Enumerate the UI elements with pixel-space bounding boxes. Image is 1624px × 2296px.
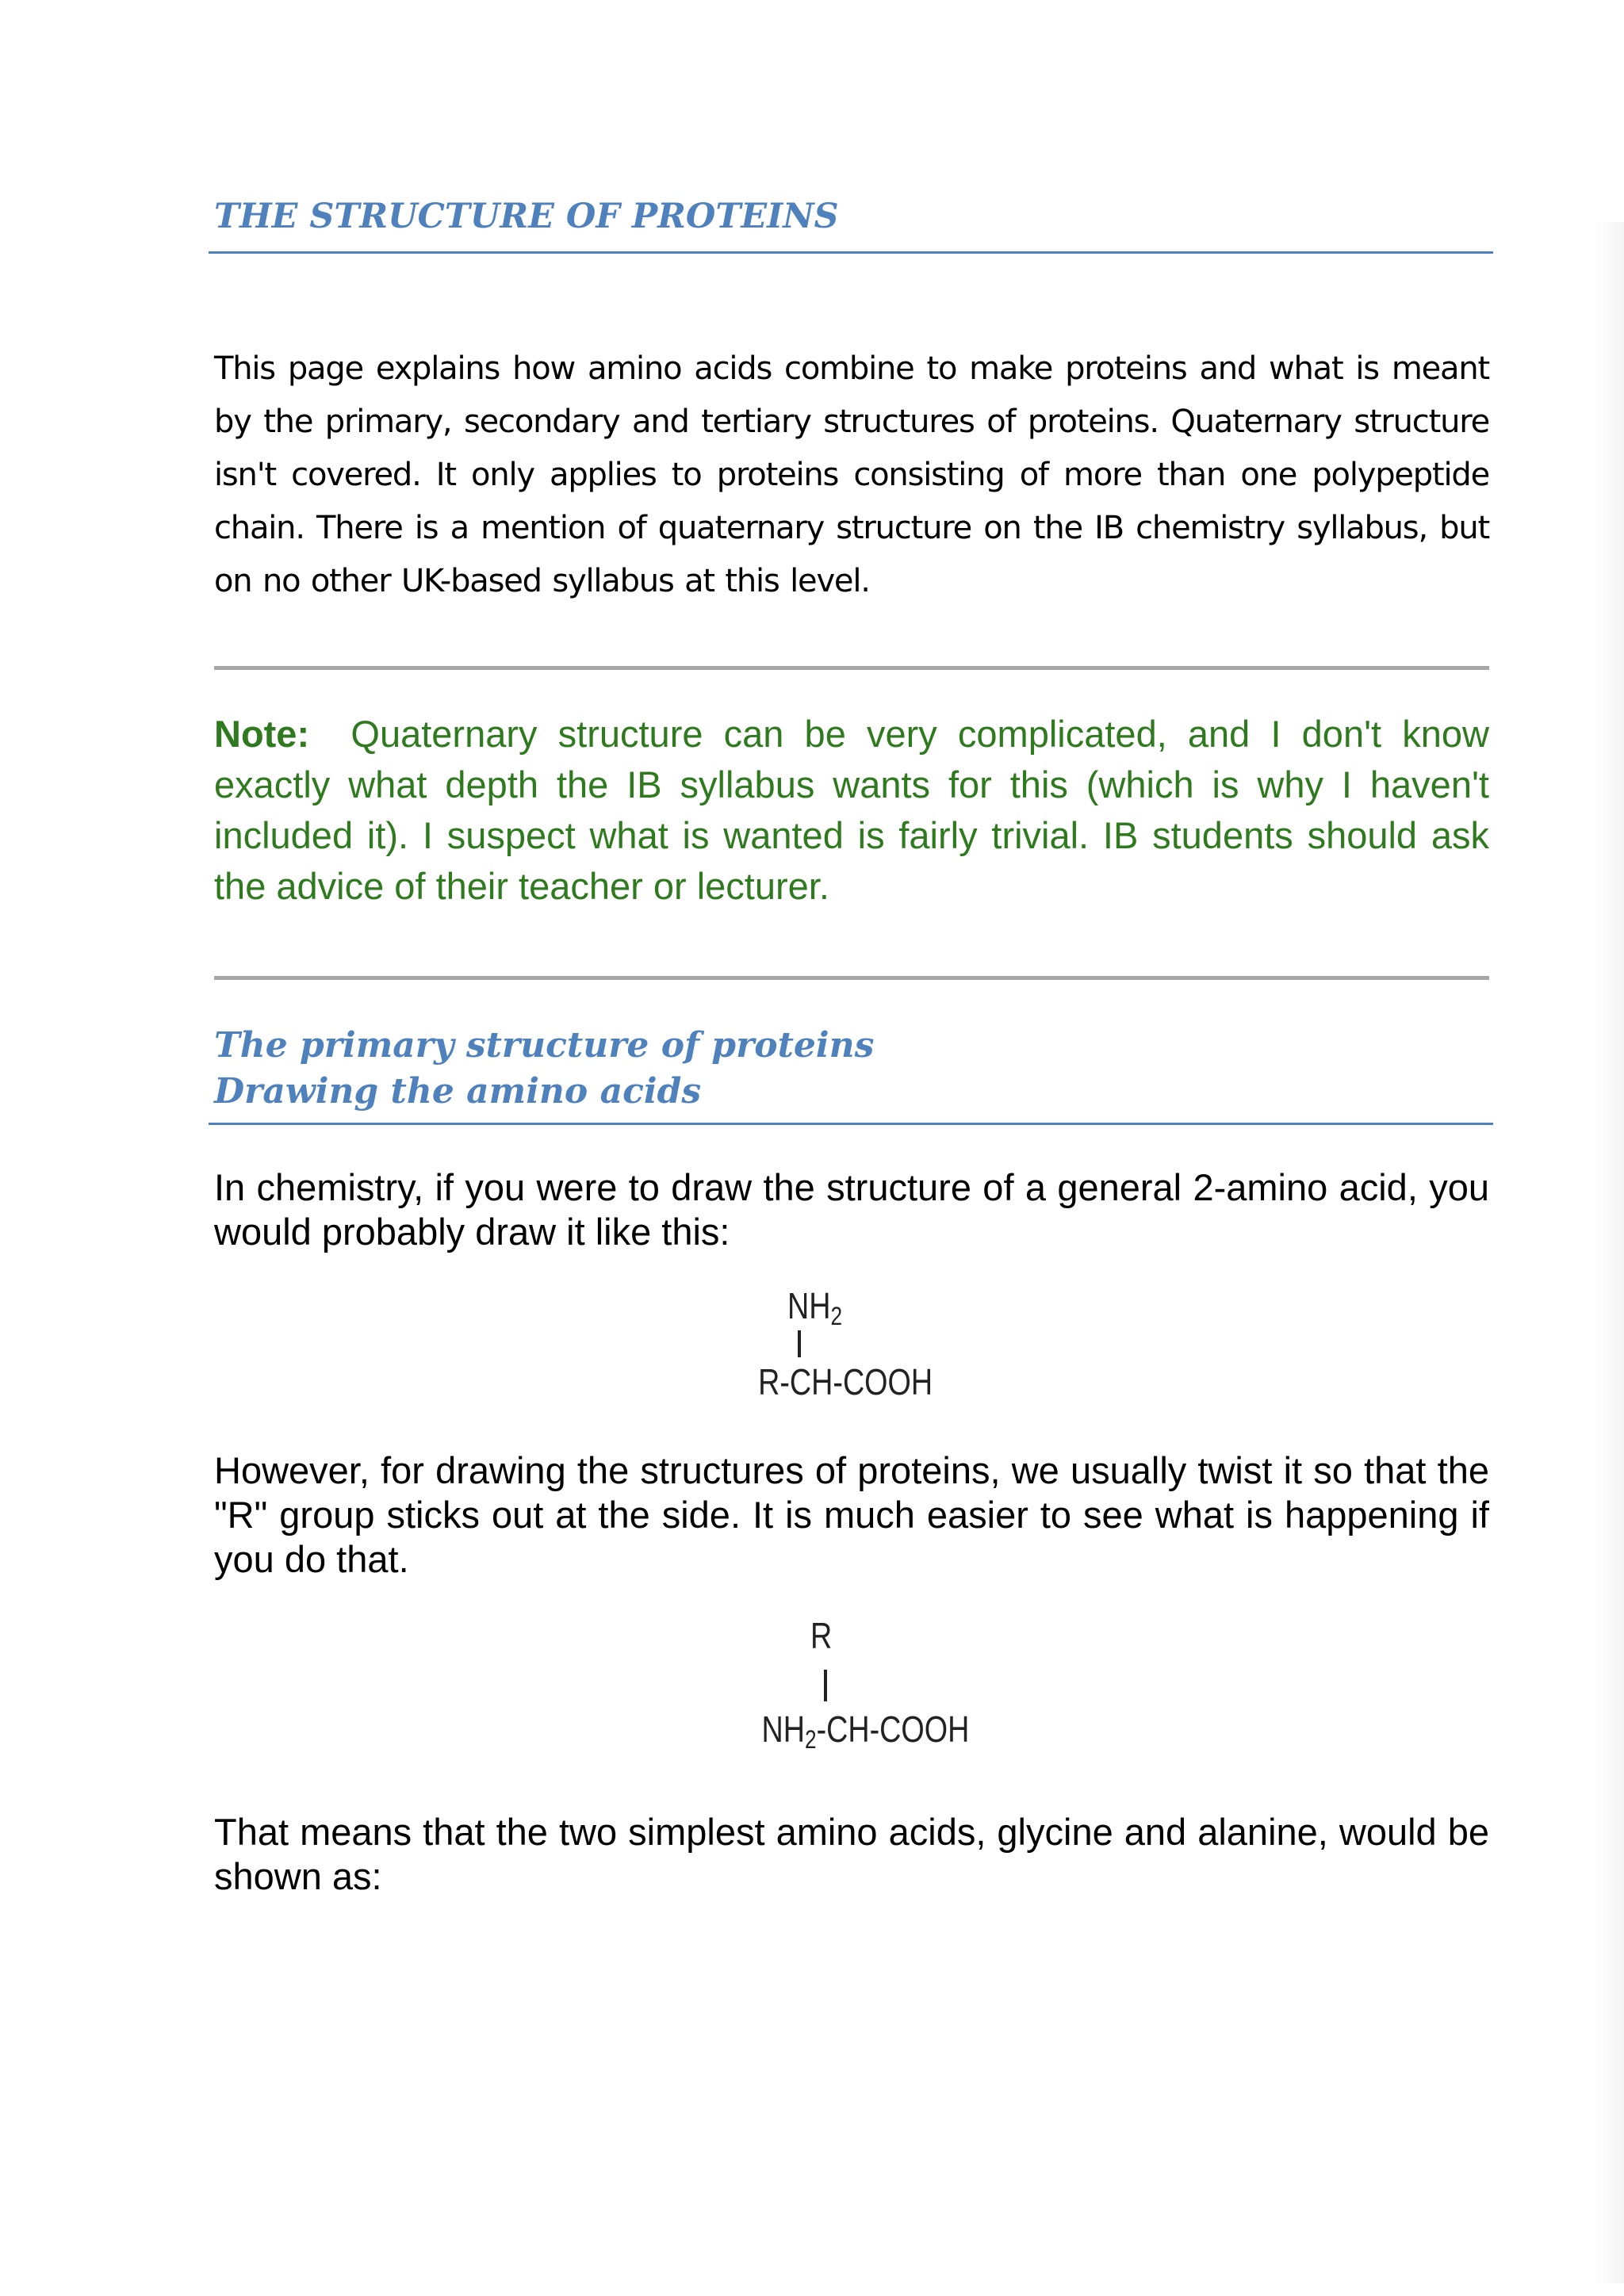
divider-top	[214, 666, 1489, 670]
formula1-bond	[798, 1330, 801, 1357]
section-underline	[209, 1123, 1493, 1125]
page-title: THE STRUCTURE OF PROTEINS	[214, 197, 839, 236]
divider-bottom	[214, 976, 1489, 980]
note-box	[214, 709, 1489, 912]
formula2-top: R	[810, 1615, 833, 1656]
formula2-bottom: $NH_2-CH$-COOH	[761, 1709, 970, 1754]
paragraph-twist-structure: However, for drawing the structures of proteins, we usually twist it so that the "R" group sticks out at the side. It is much easier to see what is happening if you do that.	[214, 1449, 1489, 1580]
section-subheading: Drawing the amino acids	[214, 1071, 702, 1112]
note-text: Quaternary structure can be very complicated, and I don't know exactly what depth the IB syllabus wants for this (which is why I haven't included it). I suspect what is wanted is fairly trivial. IB students should ask the advice of their teacher or lecturer.	[214, 713, 1489, 907]
note-label: Note:	[214, 713, 310, 755]
title-underline	[209, 251, 1493, 254]
paragraph-glycine-alanine: That means that the two simplest amino acids, glycine and alanine, would be shown as:	[214, 1811, 1489, 1897]
paragraph-general-amino-acid: In chemistry, if you were to draw the structure of a general 2-amino acid, you would probably draw it like this:	[214, 1166, 1489, 1253]
formula1-bottom: R-CH-COOH	[758, 1361, 933, 1402]
section-heading: The primary structure of proteins	[214, 1025, 875, 1066]
section-heading-block	[214, 1023, 874, 1115]
intro-paragraph: This page explains how amino acids combine to make proteins and what is meant by the primary, secondary and tertiary structures of proteins. Quaternary structure isn't covered. It only applies to proteins consisting of more than one polypeptide chain. There is a mention of quaternary structure on the IB chemistry syllabus, but on no other UK-based syllabus at this level.	[214, 350, 1489, 599]
formula2-bond	[824, 1670, 827, 1701]
page-edge-shadow	[1592, 222, 1624, 2283]
formula1-top: $NH_2$	[787, 1285, 843, 1330]
